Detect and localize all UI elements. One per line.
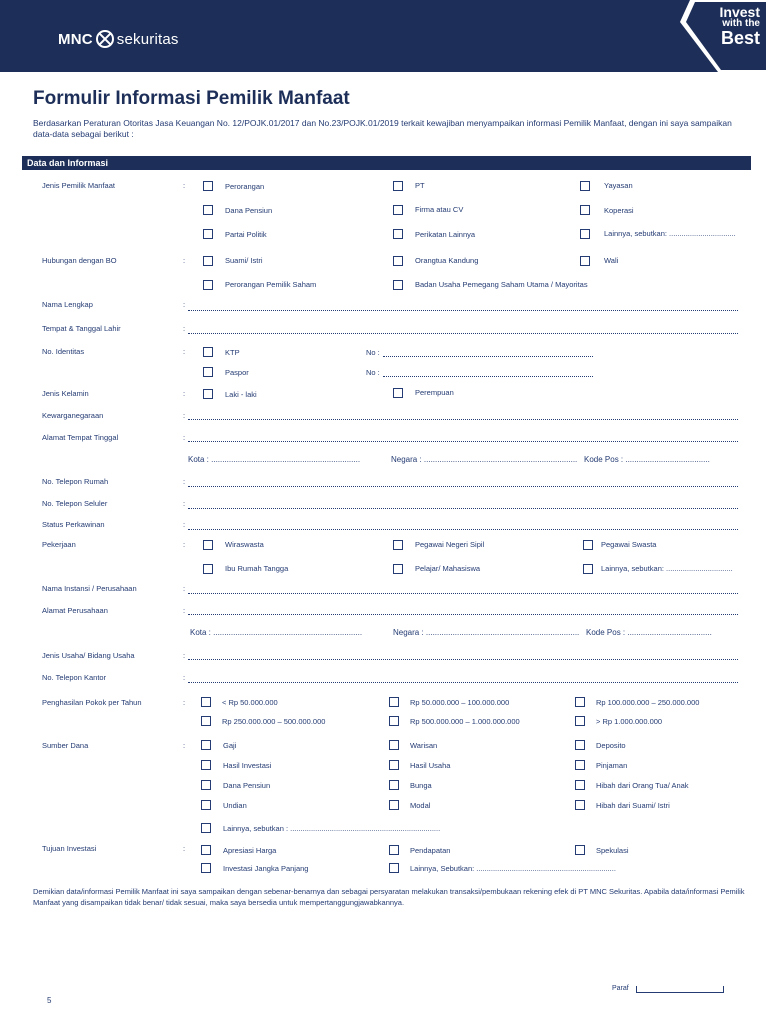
checkbox-koperasi[interactable] <box>580 205 590 215</box>
checkbox-pt[interactable] <box>393 181 403 191</box>
ktp-no-label: No : <box>366 348 380 357</box>
colon: : <box>183 606 186 615</box>
kewarganegaraan-field[interactable] <box>188 419 738 420</box>
checkbox-wiraswasta[interactable] <box>203 540 213 550</box>
colon: : <box>183 651 186 660</box>
label-nama-lengkap: Nama Lengkap <box>42 300 93 309</box>
nama-instansi-field[interactable] <box>188 593 738 594</box>
option-sd-lainnya: Lainnya, sebutkan : ........................................................................ <box>223 824 441 833</box>
option-tujuan-lainnya: Lainnya, Sebutkan: ................................................................... <box>410 864 616 873</box>
checkbox-ktp[interactable] <box>203 347 213 357</box>
badge-line-2: with the <box>722 18 760 29</box>
section-header: Data dan Informasi <box>22 156 751 170</box>
checkbox-dana-pensiun[interactable] <box>203 205 213 215</box>
checkbox-modal[interactable] <box>389 800 399 810</box>
checkbox-wali[interactable] <box>580 256 590 266</box>
alamat-tinggal-field[interactable] <box>188 441 738 442</box>
negara-perusahaan-field[interactable]: Negara : ..................................................................... <box>393 628 580 637</box>
form-title: Formulir Informasi Pemilik Manfaat <box>33 88 350 109</box>
checkbox-perorangan-pemilik-saham[interactable] <box>203 280 213 290</box>
option-warisan: Warisan <box>410 741 438 750</box>
checkbox-pelajar-mahasiswa[interactable] <box>393 564 403 574</box>
checkbox-warisan[interactable] <box>389 740 399 750</box>
label-penghasilan: Penghasilan Pokok per Tahun <box>42 698 142 707</box>
colon: : <box>183 477 186 486</box>
jenis-usaha-field[interactable] <box>188 659 738 660</box>
colon: : <box>183 520 186 529</box>
kode-pos-field[interactable]: Kode Pos : ...................................... <box>584 455 710 464</box>
paraf-signature-box[interactable] <box>636 986 724 993</box>
option-perikatan-lainnya: Perikatan Lainnya <box>415 230 476 239</box>
option-income-3: Rp 100.000.000 – 250.000.000 <box>596 698 700 707</box>
ktp-number-field[interactable] <box>383 356 593 357</box>
label-hubungan-bo: Hubungan dengan BO <box>42 256 117 265</box>
option-wiraswasta: Wiraswasta <box>225 540 264 549</box>
checkbox-perikatan-lainnya[interactable] <box>393 229 403 239</box>
option-pinjaman: Pinjaman <box>596 761 628 770</box>
checkbox-deposito[interactable] <box>575 740 585 750</box>
checkbox-gaji[interactable] <box>201 740 211 750</box>
checkbox-apresiasi-harga[interactable] <box>201 845 211 855</box>
option-jenis-lainnya: Lainnya, sebutkan: ................................ <box>604 229 736 238</box>
option-pns: Pegawai Negeri Sipil <box>415 540 485 549</box>
alamat-perusahaan-field[interactable] <box>188 614 738 615</box>
colon: : <box>183 540 186 549</box>
checkbox-investasi-jangka-panjang[interactable] <box>201 863 211 873</box>
colon: : <box>183 256 186 265</box>
option-partai-politik: Partai Politik <box>225 230 267 239</box>
colon: : <box>183 300 186 309</box>
checkbox-sd-lainnya[interactable] <box>201 823 211 833</box>
label-jenis-kelamin: Jenis Kelamin <box>42 389 89 398</box>
option-bunga: Bunga <box>410 781 432 790</box>
option-koperasi: Koperasi <box>604 206 634 215</box>
colon: : <box>183 347 186 356</box>
option-apresiasi-harga: Apresiasi Harga <box>223 846 277 855</box>
checkbox-bunga[interactable] <box>389 780 399 790</box>
option-deposito: Deposito <box>596 741 626 750</box>
option-laki-laki: Laki - laki <box>225 390 257 399</box>
checkbox-firma-cv[interactable] <box>393 205 403 215</box>
colon: : <box>183 741 186 750</box>
option-dana-pensiun: Dana Pensiun <box>225 206 273 215</box>
option-perorangan-pemilik-saham: Perorangan Pemilik Saham <box>225 280 317 289</box>
tempat-tanggal-field[interactable] <box>188 333 738 334</box>
checkbox-yayasan[interactable] <box>580 181 590 191</box>
negara-field[interactable]: Negara : ..................................................................... <box>391 455 578 464</box>
checkbox-laki-laki[interactable] <box>203 389 213 399</box>
option-income-6: > Rp 1.000.000.000 <box>596 717 663 726</box>
mnc-logo <box>58 30 179 48</box>
checkbox-income-2[interactable] <box>389 697 399 707</box>
logo-mark-icon <box>96 30 114 48</box>
option-pekerjaan-lainnya: Lainnya, sebutkan: ................................ <box>601 564 733 573</box>
option-undian: Undian <box>223 801 247 810</box>
checkbox-hasil-investasi[interactable] <box>201 760 211 770</box>
colon: : <box>183 584 186 593</box>
option-suami-istri: Suami/ Istri <box>225 256 263 265</box>
option-pendapatan: Pendapatan <box>410 846 451 855</box>
checkbox-pekerjaan-lainnya[interactable] <box>583 564 593 574</box>
option-gaji: Gaji <box>223 741 237 750</box>
paspor-number-field[interactable] <box>383 376 593 377</box>
checkbox-hasil-usaha[interactable] <box>389 760 399 770</box>
checkbox-paspor[interactable] <box>203 367 213 377</box>
label-nama-instansi: Nama Instansi / Perusahaan <box>42 584 137 593</box>
option-hibah-suami-istri: Hibah dari Suami/ Istri <box>596 801 670 810</box>
kode-pos-perusahaan-field[interactable]: Kode Pos : ...................................... <box>586 628 712 637</box>
label-jenis-pemilik: Jenis Pemilik Manfaat <box>42 181 115 190</box>
option-orangtua-kandung: Orangtua Kandung <box>415 256 479 265</box>
checkbox-income-4[interactable] <box>201 716 211 726</box>
telp-kantor-field[interactable] <box>188 682 738 683</box>
option-ibu-rumah-tangga: Ibu Rumah Tangga <box>225 564 289 573</box>
colon: : <box>183 698 186 707</box>
checkbox-partai-politik[interactable] <box>203 229 213 239</box>
checkbox-ibu-rumah-tangga[interactable] <box>203 564 213 574</box>
telp-rumah-field[interactable] <box>188 486 738 487</box>
checkbox-sd-dana-pensiun[interactable] <box>201 780 211 790</box>
kota-perusahaan-field[interactable]: Kota : ................................................................... <box>190 628 363 637</box>
paraf-label: Paraf <box>612 985 629 992</box>
logo-sekuritas-text: sekuritas <box>116 30 179 48</box>
option-hibah-orang-tua: Hibah dari Orang Tua/ Anak <box>596 781 689 790</box>
checkbox-perempuan[interactable] <box>393 388 403 398</box>
intro-text: Berdasarkan Peraturan Otoritas Jasa Keuangan No. 12/POJK.01/2017 dan No.23/POJK.01/2019 terkait kewajiban menyampaikan informasi Pemilik Manfaat, dengan ini saya sampaikan data-data sebagai berikut : <box>33 118 732 139</box>
label-tujuan-investasi: Tujuan Investasi <box>42 844 97 853</box>
label-status-perkawinan: Status Perkawinan <box>42 520 105 529</box>
paspor-no-label: No : <box>366 368 380 377</box>
label-kewarganegaraan: Kewarganegaraan <box>42 411 104 420</box>
option-income-2: Rp 50.000.000 – 100.000.000 <box>410 698 510 707</box>
nama-lengkap-field[interactable] <box>188 310 738 311</box>
option-badan-usaha-pemegang-saham: Badan Usaha Pemegang Saham Utama / Mayoritas <box>415 280 588 289</box>
option-spekulasi: Spekulasi <box>596 846 629 855</box>
option-income-1: < Rp 50.000.000 <box>222 698 278 707</box>
checkbox-perorangan[interactable] <box>203 181 213 191</box>
option-ktp: KTP <box>225 348 240 357</box>
checkbox-pinjaman[interactable] <box>575 760 585 770</box>
logo-mnc-text: MNC <box>58 30 93 48</box>
option-investasi-jangka-panjang: Investasi Jangka Panjang <box>223 864 309 873</box>
option-modal: Modal <box>410 801 431 810</box>
badge-line-3: Best <box>720 28 760 48</box>
colon: : <box>183 411 186 420</box>
checkbox-jenis-lainnya[interactable] <box>580 229 590 239</box>
declaration-text: Demikian data/informasi Pemilik Manfaat ini saya sampaikan dengan sebenar-benarnya dan sebagai persyaratan melakukan transaksi/pembukaan rekening efek di PT MNC Sekuritas. Apabila data/informasi Pemilik Manfaat yang disampaikan tidak benar/ tidak sesuai, maka saya bersedia untuk mempertanggungjawabkannya. <box>33 887 745 907</box>
option-pelajar-mahasiswa: Pelajar/ Mahasiswa <box>415 564 481 573</box>
label-telp-kantor: No. Telepon Kantor <box>42 673 107 682</box>
label-jenis-usaha: Jenis Usaha/ Bidang Usaha <box>42 651 135 660</box>
colon: : <box>183 324 186 333</box>
invest-with-the-best-badge <box>720 5 760 47</box>
checkbox-badan-usaha-pemegang-saham[interactable] <box>393 280 403 290</box>
checkbox-spekulasi[interactable] <box>575 845 585 855</box>
badge-line-1: Invest <box>719 4 760 20</box>
colon: : <box>183 181 186 190</box>
label-no-identitas: No. Identitas <box>42 347 85 356</box>
kota-field[interactable]: Kota : ................................................................... <box>188 455 361 464</box>
label-pekerjaan: Pekerjaan <box>42 540 76 549</box>
colon: : <box>183 433 186 442</box>
label-alamat-tinggal: Alamat Tempat Tinggal <box>42 433 119 442</box>
option-pegawai-swasta: Pegawai Swasta <box>601 540 657 549</box>
checkbox-suami-istri[interactable] <box>203 256 213 266</box>
checkbox-orangtua-kandung[interactable] <box>393 256 403 266</box>
option-perorangan: Perorangan <box>225 182 265 191</box>
option-income-5: Rp 500.000.000 – 1.000.000.000 <box>410 717 520 726</box>
option-hasil-usaha: Hasil Usaha <box>410 761 451 770</box>
checkbox-pendapatan[interactable] <box>389 845 399 855</box>
colon: : <box>183 844 186 853</box>
option-paspor: Paspor <box>225 368 249 377</box>
label-telp-rumah: No. Telepon Rumah <box>42 477 109 486</box>
status-perkawinan-field[interactable] <box>188 529 738 530</box>
checkbox-pegawai-swasta[interactable] <box>583 540 593 550</box>
option-hasil-investasi: Hasil Investasi <box>223 761 272 770</box>
checkbox-income-6[interactable] <box>575 716 585 726</box>
colon: : <box>183 673 186 682</box>
label-tempat-tanggal: Tempat & Tanggal Lahir <box>42 324 121 333</box>
option-perempuan: Perempuan <box>415 388 454 397</box>
checkbox-tujuan-lainnya[interactable] <box>389 863 399 873</box>
option-firma-cv: Firma atau CV <box>415 205 464 214</box>
label-alamat-perusahaan: Alamat Perusahaan <box>42 606 108 615</box>
checkbox-pns[interactable] <box>393 540 403 550</box>
option-yayasan: Yayasan <box>604 181 633 190</box>
option-wali: Wali <box>604 256 619 265</box>
option-income-4: Rp 250.000.000 – 500.000.000 <box>222 717 326 726</box>
label-sumber-dana: Sumber Dana <box>42 741 89 750</box>
checkbox-income-3[interactable] <box>575 697 585 707</box>
checkbox-income-1[interactable] <box>201 697 211 707</box>
page-number: 5 <box>47 996 52 1005</box>
colon: : <box>183 499 186 508</box>
label-telp-seluler: No. Telepon Seluler <box>42 499 108 508</box>
option-sd-dana-pensiun: Dana Pensiun <box>223 781 271 790</box>
checkbox-hibah-suami-istri[interactable] <box>575 800 585 810</box>
checkbox-undian[interactable] <box>201 800 211 810</box>
checkbox-income-5[interactable] <box>389 716 399 726</box>
option-pt: PT <box>415 181 425 190</box>
telp-seluler-field[interactable] <box>188 508 738 509</box>
colon: : <box>183 389 186 398</box>
checkbox-hibah-orang-tua[interactable] <box>575 780 585 790</box>
